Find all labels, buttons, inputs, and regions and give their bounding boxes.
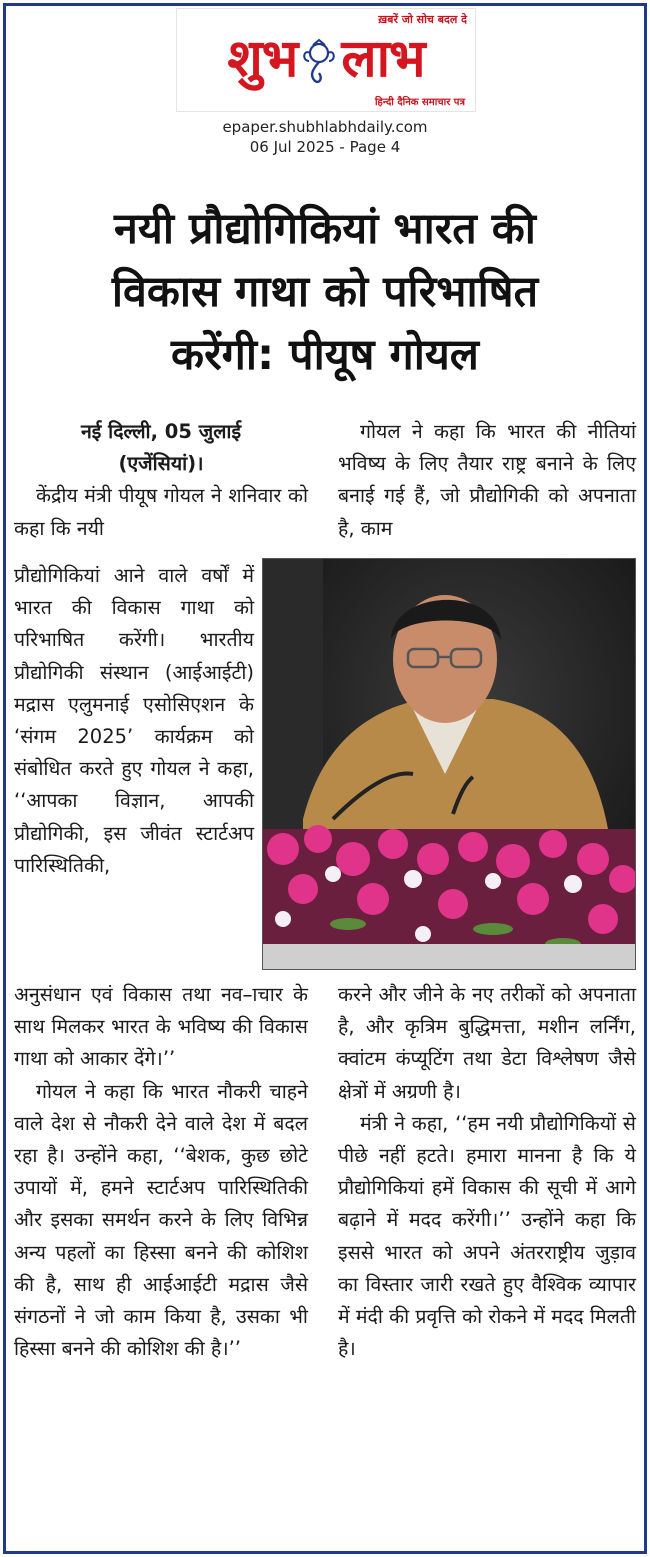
left-column-top — [14, 416, 308, 545]
masthead-subtitle: हिन्दी दैनिक समाचार पत्र — [374, 97, 465, 108]
article-headline — [30, 198, 620, 387]
dateline-agency: (एजेंसियां)। — [118, 452, 204, 476]
left-column-bottom — [14, 979, 308, 1365]
logo-text-left: शुभ — [227, 29, 298, 89]
date-page: 06 Jul 2025 - Page 4 — [249, 138, 401, 156]
right-column-bottom — [338, 979, 636, 1365]
headline-line: विकास गाथा को परिभाषित — [111, 267, 539, 317]
dateline-place: नई दिल्ली, 05 जुलाई — [80, 420, 242, 443]
body-paragraph: केंद्रीय मंत्री पीयूष गोयल ने शनिवार को कहा कि नयी — [14, 484, 308, 540]
masthead — [176, 8, 476, 112]
body-paragraph: गोयल ने कहा कि भारत नौकरी चाहने वाले देश से नौकरी देने वाले देश में बदल रहा है। उन्होंने कहा, ‘‘बेशक, कुछ छोटे उपायों में, हमने स्टार्टअप पारिस्थितिकी और इसका समर्थन करने के लिए विभिन्न अन्य पहलों का हिस्सा बनने की कोशिश की है, साथ ही आईआईटी मद्रास जैसे संगठनों ने जो काम किया है, उसका भी हिस्सा बनने की कोशिश की है।’’ — [14, 1079, 308, 1361]
headline-line: नयी प्रौद्योगिकियां भारत की — [114, 204, 536, 254]
article-photo — [262, 558, 636, 970]
right-column-top — [338, 416, 636, 545]
body-paragraph: गोयल ने कहा कि भारत की नीतियां भविष्य के लिए तैयार राष्ट्र बनाने के लिए बनाई गई हैं, जो प्रौद्योगिकी को अपनाता है, काम — [338, 420, 636, 540]
body-paragraph: मंत्री ने कहा, ‘‘हम नयी प्रौद्योगिकियों से पीछे नहीं हटते। हमारा मानना है कि ये प्रौद्योगिकियां हमें विकास की सूची में आगे बढ़ाने में मदद करेंगी।’’ उन्होंने कहा कि इससे भारत को अपने अंतरराष्ट्रीय जुड़ाव का विस्तार जारी रखते हुए वैश्विक व्यापार में मंदी की प्रवृत्ति को रोकने में मदद मिलती है। — [338, 1111, 636, 1361]
masthead-tagline: ख़बरें जो सोच बदल दे — [378, 13, 467, 26]
newspaper-logo — [177, 29, 475, 89]
source-url: epaper.shubhlabhdaily.com — [222, 118, 428, 136]
headline-line: करेंगी: पीयूष गोयल — [171, 330, 479, 380]
left-column-beside-photo — [14, 560, 254, 882]
speaker-photo-illustration — [263, 559, 635, 969]
ganesha-icon — [299, 39, 339, 85]
logo-text-right: लाभ — [341, 29, 425, 89]
body-paragraph: करने और जीने के नए तरीकों को अपनाता है, और कृत्रिम बुद्धिमत्ता, मशीन लर्निंग, क्वांटम कंप्यूटिंग तथा डेटा विश्लेषण जैसे क्षेत्रों में अग्रणी है। — [338, 983, 636, 1103]
body-paragraph: अनुसंधान एवं विकास तथा नव–ाचार के साथ मिलकर भारत के भविष्य की विकास गाथा को आकार देंगे।’’ — [14, 983, 308, 1071]
body-paragraph: प्रौद्योगिकियां आने वाले वर्षों में भारत की विकास गाथा को परिभाषित करेंगी। भारतीय प्रौद्योगिकी संस्थान (आईआईटी) मद्रास एलुमनाई एसोसिएशन के ‘संगम 2025’ कार्यक्रम को संबोधित करते हुए गोयल ने कहा, ‘‘आपका विज्ञान, आपकी प्रौद्योगिकी, इस जीवंत स्टार्टअप पारिस्थितिकी, — [14, 564, 254, 877]
